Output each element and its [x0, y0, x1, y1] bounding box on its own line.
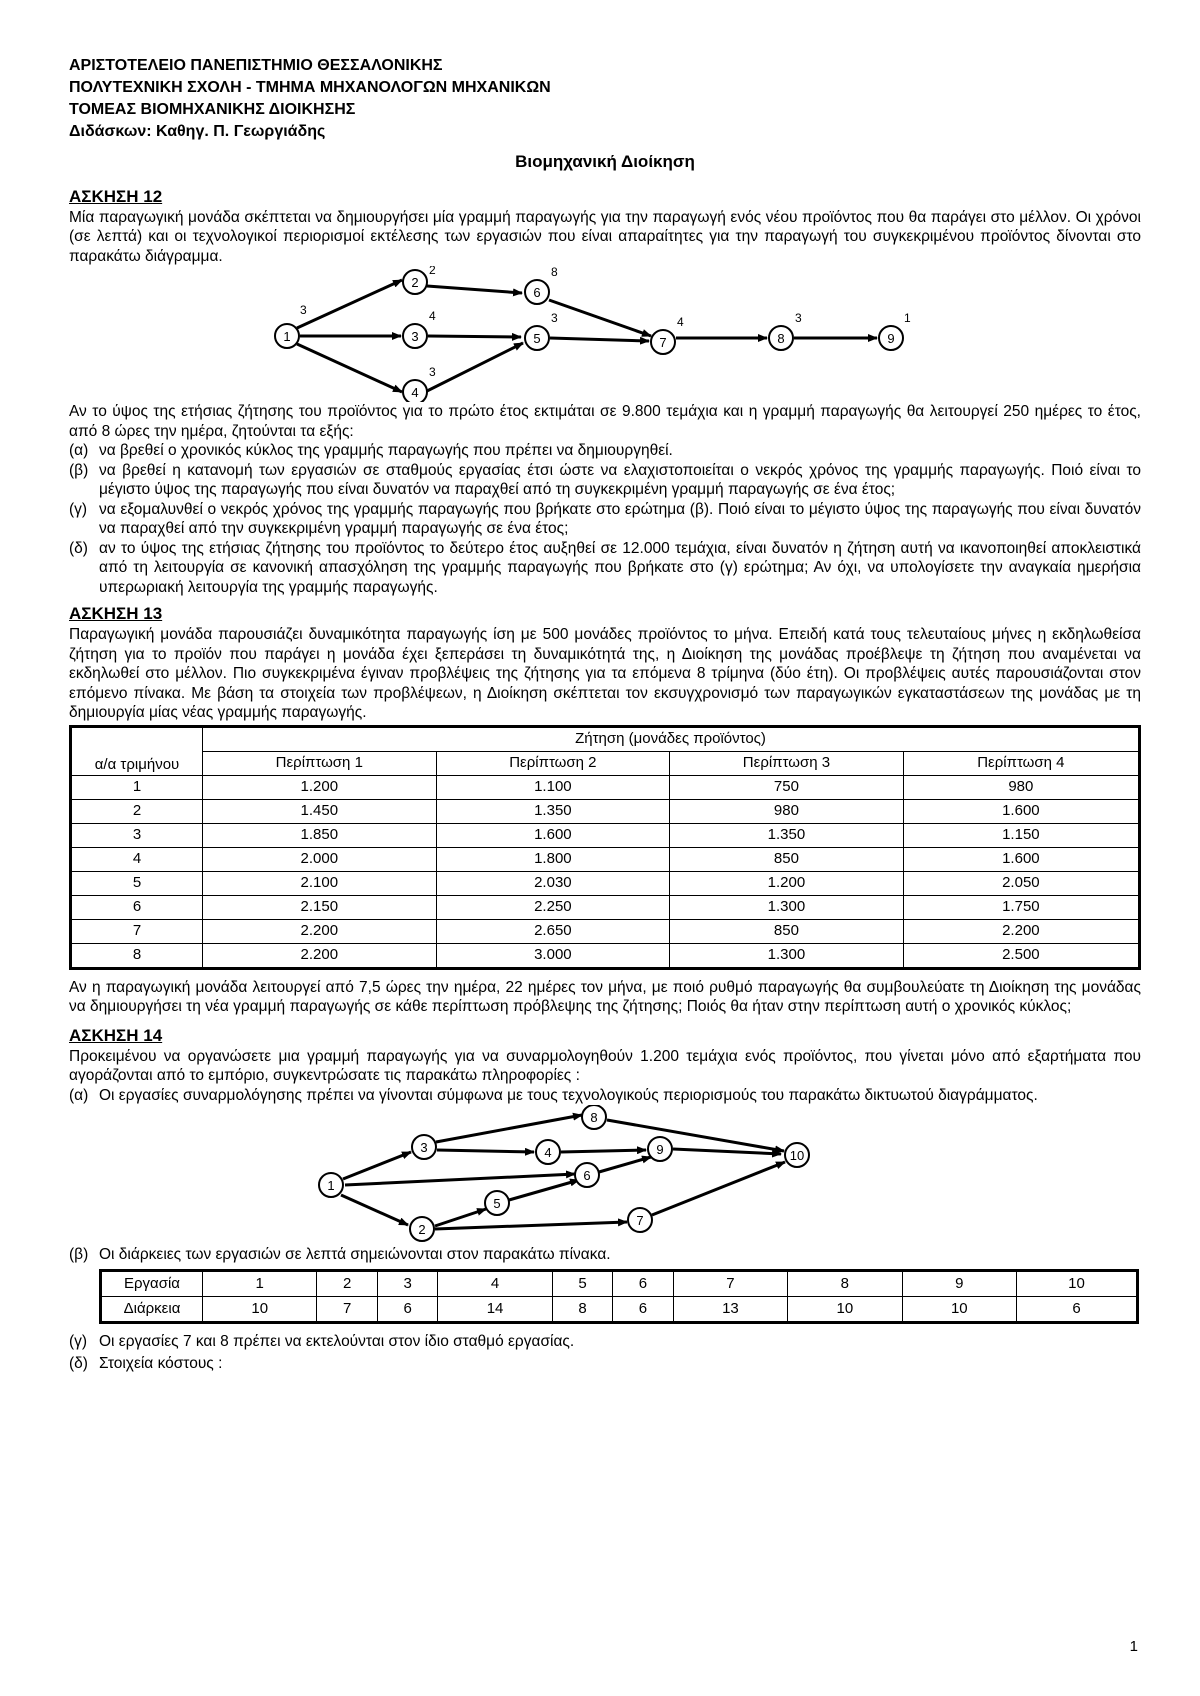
arrow-4-5	[427, 343, 523, 391]
demand-cell: 2.000	[203, 847, 437, 871]
table-row	[71, 775, 1140, 799]
quarter-cell: 3	[71, 823, 203, 847]
question-label: (γ)	[69, 500, 88, 518]
quarter-cell: 6	[71, 895, 203, 919]
item-label: (γ)	[69, 1332, 88, 1350]
exercise-12-title: ΑΣΚΗΣΗ 12	[69, 186, 163, 206]
task-duration-cell: 14	[438, 1296, 552, 1322]
demand-cell: 2.250	[436, 895, 670, 919]
demand-cell: 2.500	[903, 943, 1139, 968]
exercise-14-item-c	[69, 1332, 1141, 1352]
exercise-14-network-diagram	[69, 1105, 1141, 1245]
task-durations-table	[99, 1269, 1139, 1324]
item-text: Οι εργασίες 7 και 8 πρέπει να εκτελούνται στον ίδιο σταθμό εργασίας.	[99, 1332, 575, 1350]
question-text: να εξομαλυνθεί ο νεκρός χρόνος της γραμμής παραγωγής που βρήκατε στο ερώτημα (β). Ποιό είναι το μέγιστο ύψος της παραγωγής που είναι δυνατόν να παραχθεί από την συγκεκριμένη γραμμή παραγωγής σε ένα έτος;	[99, 500, 1141, 537]
demand-cell: 1.800	[436, 847, 670, 871]
demand-group-header: Ζήτηση (μονάδες προϊόντος)	[203, 726, 1140, 751]
table-header-row	[71, 726, 1140, 751]
demand-cell: 1.600	[436, 823, 670, 847]
demand-cell: 2.200	[203, 943, 437, 968]
row-label: Εργασία	[101, 1270, 203, 1296]
exercise-12-question-a	[69, 441, 1141, 461]
arrow-8-10	[607, 1120, 784, 1151]
demand-cell: 750	[670, 775, 904, 799]
table-row	[71, 895, 1140, 919]
demand-cell: 980	[670, 799, 904, 823]
question-label: (δ)	[69, 539, 88, 557]
node-2-label: 2	[418, 1222, 426, 1237]
row-label: Διάρκεια	[101, 1296, 203, 1322]
page-number: 1	[1129, 1638, 1138, 1655]
question-label: (α)	[69, 442, 89, 459]
exercise-12-precedence-diagram	[69, 266, 1141, 402]
node-5-label: 5	[533, 331, 541, 346]
demand-cell: 1.600	[903, 847, 1139, 871]
arrow-7-10	[652, 1162, 785, 1215]
arrow-9-10	[673, 1149, 781, 1154]
demand-cell: 1.450	[203, 799, 437, 823]
arrow-1-6	[345, 1174, 575, 1185]
arrow-3-5	[428, 336, 521, 337]
node-7-label: 7	[659, 335, 667, 350]
column-header: Περίπτωση 3	[670, 751, 904, 775]
document-page	[69, 55, 1141, 1374]
question-text: αν το ύψος της ετήσιας ζήτησης του προϊόντος το δεύτερο έτος αυξηθεί σε 12.000 τεμάχια, είναι δυνατόν η ζήτηση αυτή να ικανοποιηθεί αποκλειστικά από τη λειτουργία σε κανονική απασχόληση της γραμμής παραγωγής που βρήκατε στο (γ) ερώτημα; Αν όχι, να υπολογίσετε την αναγκαία ημερήσια υπερωριακή λειτουργία της γραμμής παραγωγής.	[99, 539, 1141, 596]
exercise-13-title: ΑΣΚΗΣΗ 13	[69, 604, 163, 623]
exercise-14-intro: Προκειμένου να οργανώσετε μια γραμμή παραγωγής για να συναρμολογηθούν 1.200 τεμάχια ενός προϊόντος, που γίνεται μόνο από εξαρτήματα που αγοράζονται από το εμπόριο, συγκεντρώσατε τις παρακάτω πληροφορίες :	[69, 1047, 1141, 1084]
demand-cell: 2.200	[203, 919, 437, 943]
question-label: (β)	[69, 461, 89, 479]
arrow-5-6	[509, 1180, 579, 1200]
arrow-6-9	[599, 1157, 651, 1172]
node-1-label: 1	[283, 329, 291, 344]
demand-cell: 850	[670, 847, 904, 871]
task-duration-cell: 6	[377, 1296, 437, 1322]
arrow-2-7	[435, 1222, 627, 1229]
demand-cell: 1.300	[670, 895, 904, 919]
table-row	[71, 919, 1140, 943]
table-header-row	[71, 751, 1140, 775]
task-number-cell: 7	[673, 1270, 787, 1296]
demand-cell: 2.650	[436, 919, 670, 943]
table-row	[71, 943, 1140, 968]
table-row	[71, 799, 1140, 823]
task-number-cell: 8	[788, 1270, 902, 1296]
node-1-label: 1	[327, 1178, 335, 1193]
demand-cell: 1.200	[203, 775, 437, 799]
table-row	[71, 871, 1140, 895]
task-duration-cell: 10	[902, 1296, 1016, 1322]
quarter-cell: 2	[71, 799, 203, 823]
exercise-14-arrows	[341, 1115, 785, 1229]
demand-forecast-table	[69, 725, 1141, 970]
demand-cell: 2.030	[436, 871, 670, 895]
quarter-cell: 8	[71, 943, 203, 968]
exercise-12-question-b	[69, 461, 1141, 500]
node-8-label: 8	[777, 331, 785, 346]
arrow-4-9	[561, 1150, 646, 1152]
node-7-label: 7	[636, 1213, 644, 1228]
document-title: Βιομηχανική Διοίκηση	[515, 152, 695, 171]
exercise-12-question-c	[69, 500, 1141, 539]
demand-cell: 1.100	[436, 775, 670, 799]
item-text: Οι εργασίες συναρμολόγησης πρέπει να γίνονται σύμφωνα με τους τεχνολογικούς περιορισμούς του παρακάτω δικτυωτού διαγράμματος.	[99, 1086, 1038, 1104]
task-duration-cell: 7	[317, 1296, 377, 1322]
node-6-label: 6	[533, 285, 541, 300]
demand-cell: 2.050	[903, 871, 1139, 895]
arrow-3-8	[436, 1115, 582, 1142]
arrow-2-6	[427, 286, 522, 293]
exercise-14-item-b	[69, 1245, 1141, 1265]
task-duration-cell: 6	[1017, 1296, 1138, 1322]
exercise-13-question: Αν η παραγωγική μονάδα λειτουργεί από 7,5 ώρες την ημέρα, 22 ημέρες τον μήνα, με ποιό ρυθμό παραγωγής θα συμβουλεύατε τη Διοίκηση της μονάδας να δημιουργήσει τη νέα γραμμή παραγωγής σε κάθε περίπτωση πρόβλεψης της ζήτησης; Ποιός θα ήταν στην περίπτωση αυτή ο χρονικός κύκλος;	[69, 978, 1141, 1015]
node-6-label: 6	[583, 1168, 591, 1183]
node-2-label: 2	[411, 275, 419, 290]
question-text: να βρεθεί η κατανομή των εργασιών σε σταθμούς εργασίας έτσι ώστε να ελαχιστοποιείται ο νεκρός χρόνος της γραμμής παραγωγής. Ποιό είναι το μέγιστο ύψος της παραγωγής που είναι δυνατόν να παραχθεί από τη συγκεκριμένη γραμμή παραγωγής σε ένα έτος;	[99, 461, 1141, 498]
arrow-1-2	[341, 1195, 408, 1225]
task-number-cell: 6	[613, 1270, 673, 1296]
task-number-cell: 3	[377, 1270, 437, 1296]
node-4-time: 3	[429, 365, 436, 379]
task-duration-cell: 10	[788, 1296, 902, 1322]
node-10-label: 10	[789, 1148, 805, 1163]
node-9-label: 9	[656, 1142, 664, 1157]
demand-cell: 1.150	[903, 823, 1139, 847]
node-4-label: 4	[411, 385, 419, 400]
node-5-time: 3	[551, 311, 558, 325]
header-instructor: Διδάσκων: Καθηγ. Π. Γεωργιάδης	[69, 123, 326, 140]
task-duration-cell: 6	[613, 1296, 673, 1322]
quarter-cell: 7	[71, 919, 203, 943]
demand-cell: 2.200	[903, 919, 1139, 943]
task-number-cell: 5	[552, 1270, 612, 1296]
demand-cell: 2.100	[203, 871, 437, 895]
quarter-column-header: α/α τριμήνου	[71, 726, 203, 775]
task-duration-cell: 13	[673, 1296, 787, 1322]
node-6-time: 8	[551, 266, 558, 279]
table-row	[101, 1270, 1138, 1296]
node-1-time: 3	[300, 303, 307, 317]
arrow-5-7	[550, 338, 649, 341]
node-7-time: 4	[677, 315, 684, 329]
node-3-time: 4	[429, 309, 436, 323]
demand-cell: 1.750	[903, 895, 1139, 919]
quarter-cell: 4	[71, 847, 203, 871]
arrow-2-5	[435, 1209, 486, 1226]
node-5-label: 5	[493, 1196, 501, 1211]
task-number-cell: 10	[1017, 1270, 1138, 1296]
exercise-12-intro: Μία παραγωγική μονάδα σκέπτεται να δημιουργήσει μία γραμμή παραγωγής για την παραγωγή ενός νέου προϊόντος που θα παράγει στο μέλλον. Οι χρόνοι (σε λεπτά) και οι τεχνολογικοί περιορισμοί εκτέλεσης των εργασιών που είναι απαραίτητες για την παραγωγή του συγκεκριμένου προϊόντος δίνονται στο παρακάτω διάγραμμα.	[69, 208, 1141, 265]
arrow-1-2	[297, 280, 402, 328]
quarter-cell: 1	[71, 775, 203, 799]
task-number-cell: 2	[317, 1270, 377, 1296]
node-3-label: 3	[411, 329, 419, 344]
demand-cell: 1.350	[670, 823, 904, 847]
table-row	[71, 847, 1140, 871]
demand-cell: 980	[903, 775, 1139, 799]
arrow-6-7	[549, 300, 651, 336]
exercise-12-question-d	[69, 539, 1141, 598]
node-9-label: 9	[887, 331, 895, 346]
demand-cell: 3.000	[436, 943, 670, 968]
table-row	[101, 1296, 1138, 1322]
item-text: Οι διάρκειες των εργασιών σε λεπτά σημειώνονται στον παρακάτω πίνακα.	[99, 1246, 611, 1263]
table-row	[71, 823, 1140, 847]
node-2-time: 2	[429, 266, 436, 277]
exercise-13-intro: Παραγωγική μονάδα παρουσιάζει δυναμικότητα παραγωγής ίση με 500 μονάδες προϊόντος το μήνα. Επειδή κατά τους τελευταίους μήνες η εκδηλωθείσα ζήτηση για το προϊόν που παράγει η μονάδα έχει ξεπεράσει τη δυναμικότητά της, η Διοίκηση της μονάδας προέβλεψε τη ζήτηση που αναμένεται να εκδηλωθεί στο μέλλον. Πιο συγκεκριμένα έγιναν προβλέψεις της ζήτησης για τα επόμενα 8 τρίμηνα (δύο έτη). Οι προβλέψεις αυτές παρουσιάζονται στον επόμενο πίνακα. Με βάση τα στοιχεία των προβλέψεων, η Διοίκηση σκέπτεται τον εκσυγχρονισμό των παραγωγικών εγκαταστάσεων της μονάδας με τη δημιουργία μίας νέας γραμμής παραγωγής.	[69, 626, 1141, 721]
task-number-cell: 9	[902, 1270, 1016, 1296]
task-duration-cell: 8	[552, 1296, 612, 1322]
arrow-1-3	[343, 1152, 411, 1179]
header-school: ΠΟΛΥΤΕΧΝΙΚΗ ΣΧΟΛΗ - ΤΜΗΜΑ ΜΗΧΑΝΟΛΟΓΩΝ ΜΗΧΑΝΙΚΩΝ	[69, 79, 551, 96]
item-label: (α)	[69, 1086, 89, 1104]
demand-cell: 1.300	[670, 943, 904, 968]
column-header: Περίπτωση 4	[903, 751, 1139, 775]
arrow-3-4	[437, 1150, 534, 1152]
demand-cell: 2.150	[203, 895, 437, 919]
demand-cell: 1.350	[436, 799, 670, 823]
node-8-label: 8	[590, 1110, 598, 1125]
node-9-time: 1	[904, 311, 911, 325]
task-number-cell: 1	[203, 1270, 317, 1296]
column-header: Περίπτωση 1	[203, 751, 437, 775]
node-3-label: 3	[420, 1140, 428, 1155]
item-text: Στοιχεία κόστους :	[99, 1355, 223, 1372]
exercise-12-demand-text: Αν το ύψος της ετήσιας ζήτησης του προϊόντος για το πρώτο έτος εκτιμάται σε 9.800 τεμάχια και η γραμμή παραγωγής θα λειτουργεί 250 ημέρες το έτος, από 8 ώρες την ημέρα, ζητούνται τα εξής:	[69, 403, 1141, 440]
task-number-cell: 4	[438, 1270, 552, 1296]
item-label: (β)	[69, 1246, 89, 1263]
exercise-14-item-d	[69, 1354, 1141, 1374]
arrow-1-4	[297, 344, 402, 392]
exercise-14-title: ΑΣΚΗΣΗ 14	[69, 1025, 163, 1045]
node-8-time: 3	[795, 311, 802, 325]
quarter-cell: 5	[71, 871, 203, 895]
column-header: Περίπτωση 2	[436, 751, 670, 775]
demand-cell: 850	[670, 919, 904, 943]
exercise-14-item-a	[69, 1086, 1141, 1106]
demand-cell: 1.850	[203, 823, 437, 847]
item-label: (δ)	[69, 1355, 88, 1372]
header-sector: ΤΟΜΕΑΣ ΒΙΟΜΗΧΑΝΙΚΗΣ ΔΙΟΙΚΗΣΗΣ	[69, 101, 356, 118]
header-university: ΑΡΙΣΤΟΤΕΛΕΙΟ ΠΑΝΕΠΙΣΤΗΜΙΟ ΘΕΣΣΑΛΟΝΙΚΗΣ	[69, 57, 443, 74]
demand-cell: 1.600	[903, 799, 1139, 823]
node-4-label: 4	[544, 1145, 552, 1160]
question-text: να βρεθεί ο χρονικός κύκλος της γραμμής παραγωγής που πρέπει να δημιουργηθεί.	[99, 442, 673, 459]
task-duration-cell: 10	[203, 1296, 317, 1322]
demand-cell: 1.200	[670, 871, 904, 895]
